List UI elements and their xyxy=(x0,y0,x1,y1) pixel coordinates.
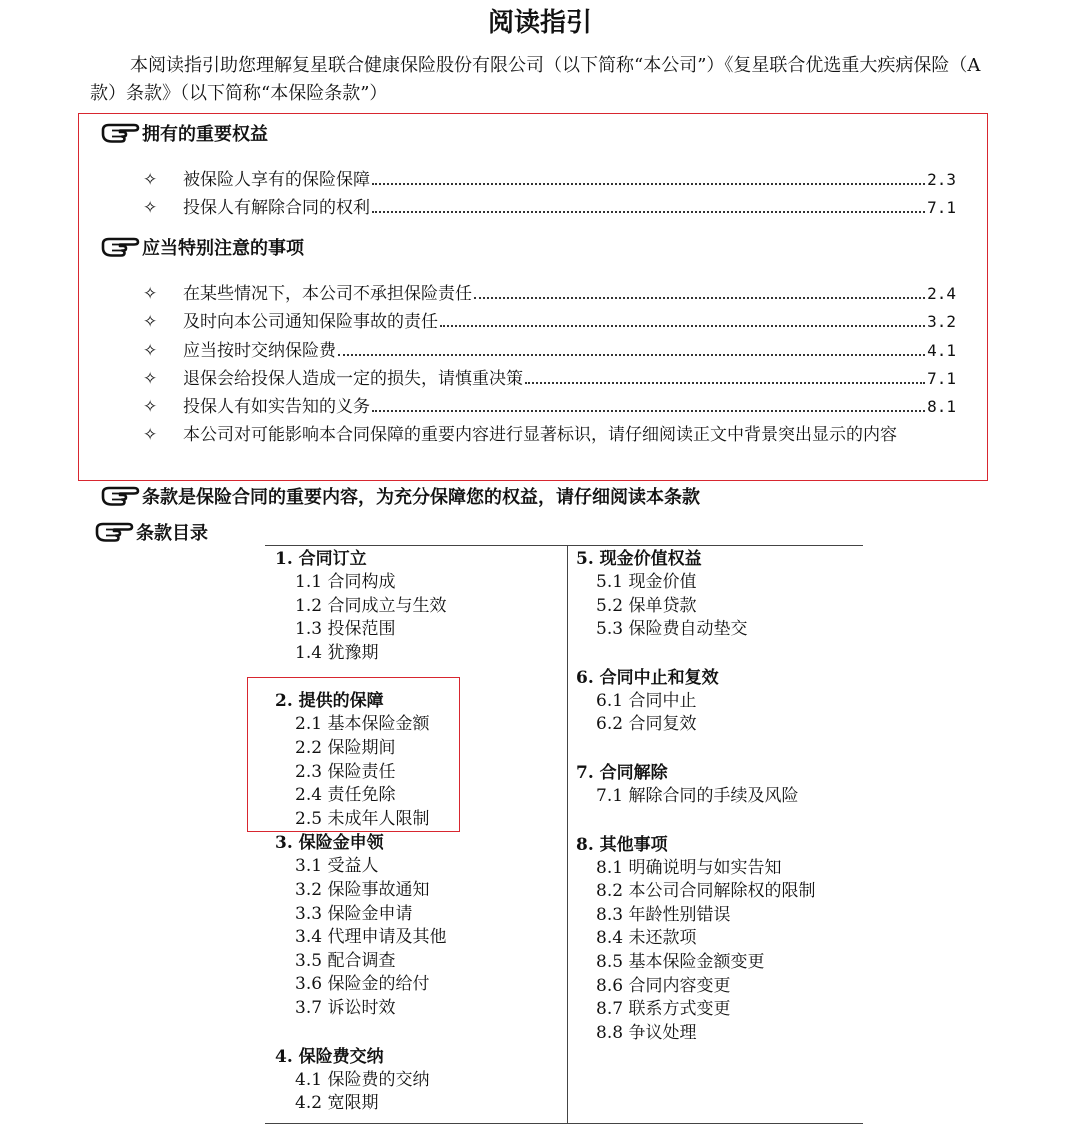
page-ref: 7.1 xyxy=(927,198,956,217)
diamond-star-icon: ✧ xyxy=(143,170,158,190)
toc-item: 8.2 本公司合同解除权的限制 xyxy=(596,881,816,902)
toc-item: 8.4 未还款项 xyxy=(596,928,697,949)
leader-dots xyxy=(372,393,925,412)
diamond-star-icon: ✧ xyxy=(143,425,158,445)
toc-item: 8.1 明确说明与如实告知 xyxy=(596,857,782,878)
toc-divider xyxy=(567,545,568,1123)
toc-item: 8.5 基本保险金额变更 xyxy=(596,951,765,972)
toc-section-title: 5. 现金价值权益 xyxy=(576,549,702,569)
leader-dots xyxy=(525,365,925,384)
toc-item: 3.4 代理申请及其他 xyxy=(295,927,447,948)
diamond-star-icon: ✧ xyxy=(143,397,158,417)
toc-item: 1.4 犹豫期 xyxy=(295,642,379,663)
toc-item: 8.8 争议处理 xyxy=(596,1022,697,1043)
page-ref: 3.2 xyxy=(927,312,956,331)
toc-item: 3.2 保险事故通知 xyxy=(295,879,430,900)
list-item: ✧ 及时向本公司通知保险事故的责任 3.2 xyxy=(143,308,956,336)
toc-item: 8.6 合同内容变更 xyxy=(596,975,731,996)
toc-item: 3.7 诉讼时效 xyxy=(295,997,396,1018)
toc-section-title: 8. 其他事项 xyxy=(576,834,668,855)
diamond-star-icon: ✧ xyxy=(143,312,158,332)
toc-item: 2.5 未成年人限制 xyxy=(295,808,430,829)
diamond-star-icon: ✧ xyxy=(143,341,158,361)
diamond-star-icon: ✧ xyxy=(143,369,158,389)
pointing-hand-icon xyxy=(100,122,140,144)
attention-heading: 应当特别注意的事项 xyxy=(100,232,304,262)
toc-item: 3.5 配合调查 xyxy=(295,950,396,971)
toc-item: 7.1 解除合同的手续及风险 xyxy=(596,785,799,806)
toc-item: 8.7 联系方式变更 xyxy=(596,999,731,1020)
list-item: ✧ 在某些情况下，本公司不承担保险责任 2.4 xyxy=(143,280,956,308)
toc-item: 4.2 宽限期 xyxy=(295,1093,379,1114)
toc-item: 3.3 保险金申请 xyxy=(295,903,413,924)
page-ref: 4.1 xyxy=(927,341,956,360)
leader-dots xyxy=(372,194,925,213)
toc-item: 2.3 保险责任 xyxy=(295,761,396,782)
page-ref: 2.4 xyxy=(927,284,956,303)
toc-section-title: 4. 保险费交纳 xyxy=(275,1046,384,1067)
toc-left-column xyxy=(275,547,446,1116)
important-heading: 条款是保险合同的重要内容，为充分保障您的权益，请仔细阅读本条款 xyxy=(100,481,700,511)
toc-item: 3.6 保险金的给付 xyxy=(295,974,430,995)
pointing-hand-icon xyxy=(94,521,134,543)
leader-dots xyxy=(474,280,925,299)
list-item: ✧ 退保会给投保人造成一定的损失，请慎重决策 7.1 xyxy=(143,365,956,393)
toc-item: 4.1 保险费的交纳 xyxy=(295,1069,430,1090)
toc-section-title: 6. 合同中止和复效 xyxy=(576,667,719,688)
diamond-star-icon: ✧ xyxy=(143,198,158,218)
toc-item: 5.3 保险费自动垫交 xyxy=(596,619,748,640)
diamond-star-icon: ✧ xyxy=(143,284,158,304)
toc-item: 1.3 投保范围 xyxy=(295,619,396,640)
toc-item: 1.1 合同构成 xyxy=(295,572,396,592)
toc-item: 5.2 保单贷款 xyxy=(596,595,697,616)
page-ref: 2.3 xyxy=(927,170,956,189)
toc-section-title: 7. 合同解除 xyxy=(576,762,668,783)
toc-item: 8.3 年龄性别错误 xyxy=(596,904,731,925)
toc-right-column xyxy=(576,547,815,1045)
list-item: ✧ 投保人有如实告知的义务 8.1 xyxy=(143,393,956,421)
toc-item: 2.4 责任免除 xyxy=(295,785,396,806)
page-title: 阅读指引 xyxy=(487,8,592,38)
pointing-hand-icon xyxy=(100,236,140,258)
toc-item: 6.2 合同复效 xyxy=(596,714,697,735)
list-item: ✧ 被保险人享有的保险保障 2.3 xyxy=(143,166,956,194)
list-item: ✧ 应当按时交纳保险费 4.1 xyxy=(143,337,956,365)
list-item: ✧ 本公司对可能影响本合同保障的重要内容进行显著标识，请仔细阅读正文中背景突出显示的内容 xyxy=(143,422,956,448)
leader-dots xyxy=(440,308,925,327)
pointing-hand-icon xyxy=(100,485,140,507)
toc-section-title: 3. 保险金申领 xyxy=(275,833,384,854)
toc-item: 6.1 合同中止 xyxy=(596,690,697,711)
leader-dots xyxy=(338,337,925,356)
toc-item: 1.2 合同成立与生效 xyxy=(295,595,447,616)
intro-paragraph: 本阅读指引助您理解复星联合健康保险股份有限公司（以下简称“本公司”）《复星联合优选重大疾病保险（A款）条款》（以下简称“本保险条款”） xyxy=(90,55,981,104)
toc-item: 2.1 基本保险金额 xyxy=(295,714,430,735)
toc-item: 2.2 保险期间 xyxy=(295,737,396,758)
toc-item: 5.1 现金价值 xyxy=(596,572,697,592)
rights-heading: 拥有的重要权益 xyxy=(100,118,268,148)
leader-dots xyxy=(372,166,925,185)
page-ref: 8.1 xyxy=(927,397,956,416)
list-item: ✧ 投保人有解除合同的权利 7.1 xyxy=(143,194,956,222)
toc-section-title: 2. 提供的保障 xyxy=(275,691,384,712)
toc-heading: 条款目录 xyxy=(94,517,208,547)
page-ref: 7.1 xyxy=(927,369,956,388)
toc-item: 3.1 受益人 xyxy=(295,856,379,877)
toc-section-title: 1. 合同订立 xyxy=(275,549,367,569)
